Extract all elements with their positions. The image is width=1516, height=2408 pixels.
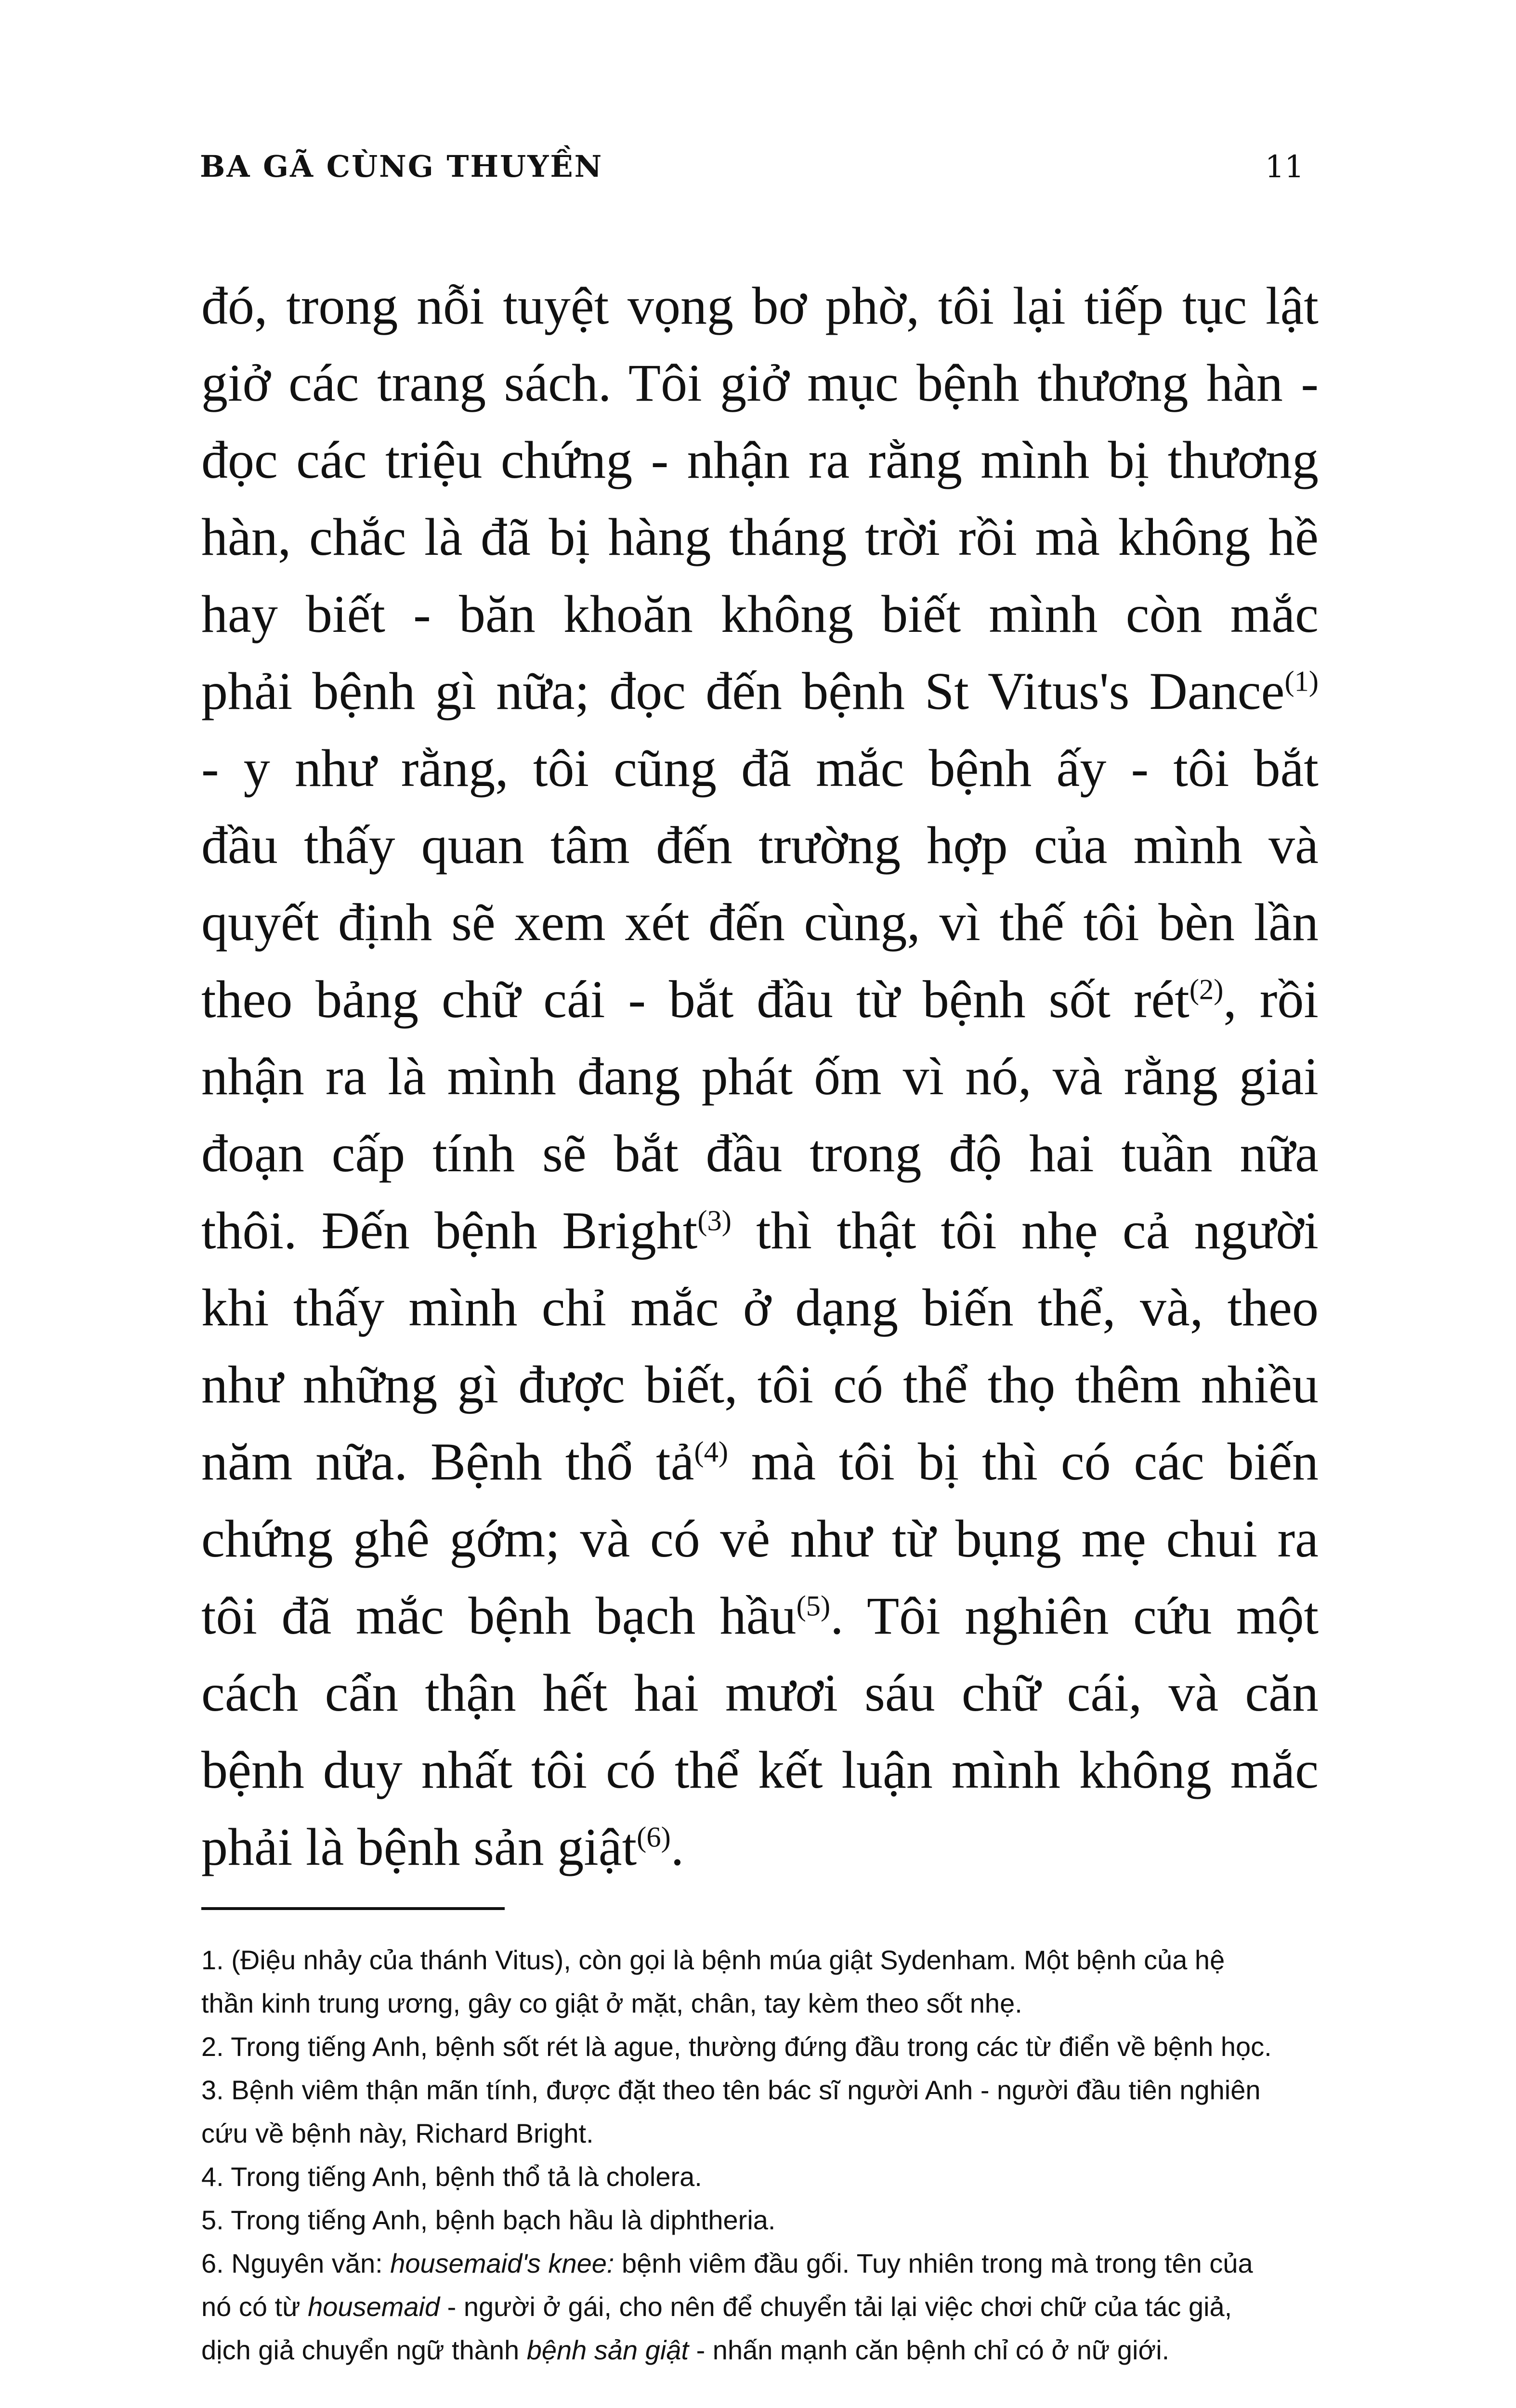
footnote-line <box>201 1982 1328 2025</box>
body-line <box>201 1269 1319 1346</box>
body-line <box>201 961 1319 1038</box>
footnote-italic-term: housemaid's knee: <box>390 2248 614 2278</box>
body-line <box>201 1577 1319 1654</box>
body-line-text: bệnh duy nhất tôi có thể kết luận mình không mắc <box>201 1741 1319 1799</box>
footnote-text-after: - người ở gái, cho nên để chuyển tải lại việc chơi chữ của tác giả, <box>440 2291 1232 2322</box>
footnote-marker: (1) <box>1284 665 1319 698</box>
footnote-divider <box>201 1907 505 1910</box>
body-line-text: cách cẩn thận hết hai mươi sáu chữ cái, và căn <box>201 1663 1319 1722</box>
footnote-text: 6. Nguyên văn: <box>201 2248 391 2278</box>
body-line-text: đoạn cấp tính sẽ bắt đầu trong độ hai tuần nữa <box>201 1124 1319 1183</box>
footnote-text-after: bệnh viêm đầu gối. Tuy nhiên trong mà trong tên của <box>614 2248 1253 2278</box>
footnote-text: dịch giả chuyển ngữ thành <box>201 2335 527 2365</box>
body-line <box>201 1038 1319 1115</box>
body-line <box>201 730 1319 807</box>
body-line <box>201 344 1319 421</box>
footnote-italic-term: housemaid <box>308 2291 440 2322</box>
body-line-text: năm nữa. Bệnh thổ tả <box>201 1432 694 1491</box>
body-line-text: quyết định sẽ xem xét đến cùng, vì thế tôi bèn lần <box>201 893 1319 952</box>
body-line-text: đầu thấy quan tâm đến trường hợp của mình và <box>201 816 1319 875</box>
footnote-text: 4. Trong tiếng Anh, bệnh thổ tả là cholera. <box>201 2161 702 2192</box>
body-line-text-after: . Tôi nghiên cứu một <box>830 1586 1319 1645</box>
body-line <box>201 653 1319 730</box>
body-line-text-after: . <box>670 1818 684 1876</box>
body-text <box>201 267 1319 1885</box>
body-line-text: hay biết - băn khoăn không biết mình còn mắc <box>201 585 1319 643</box>
footnote-italic-term: bệnh sản giật <box>526 2335 689 2365</box>
footnote-line <box>201 2025 1328 2068</box>
footnote-marker: (4) <box>694 1436 728 1468</box>
body-line <box>201 1731 1319 1808</box>
body-line-text-after: mà tôi bị thì có các biến <box>728 1432 1319 1491</box>
footnote-line <box>201 2068 1328 2112</box>
body-line-text: hàn, chắc là đã bị hàng tháng trời rồi mà không hề <box>201 508 1319 566</box>
footnote-line <box>201 2199 1328 2242</box>
body-line <box>201 267 1319 344</box>
body-line-text: như những gì được biết, tôi có thể thọ thêm nhiều <box>201 1355 1319 1414</box>
body-line <box>201 884 1319 961</box>
body-line <box>201 1115 1319 1192</box>
footnote-text: 2. Trong tiếng Anh, bệnh sốt rét là ague, thường đứng đầu trong các từ điển về bệnh học. <box>201 2031 1272 2062</box>
footnote-marker: (5) <box>796 1590 831 1623</box>
footnote-marker: (2) <box>1189 973 1224 1006</box>
page-number: 11 <box>1265 149 1304 185</box>
body-line <box>201 498 1319 576</box>
body-line-text: giở các trang sách. Tôi giở mục bệnh thương hàn - <box>201 353 1319 412</box>
footnote-text: 5. Trong tiếng Anh, bệnh bạch hầu là diphtheria. <box>201 2205 776 2235</box>
footnote-line <box>201 1938 1328 1982</box>
running-title: BA GÃ CÙNG THUYỀN <box>200 149 603 184</box>
footnote-text: 1. (Điệu nhảy của thánh Vitus), còn gọi là bệnh múa giật Sydenham. Một bệnh của hệ <box>201 1945 1225 1975</box>
footnote-line <box>201 2329 1328 2372</box>
body-line <box>201 576 1319 653</box>
body-line <box>201 1423 1319 1500</box>
body-line-text: đó, trong nỗi tuyệt vọng bơ phờ, tôi lại tiếp tục lật <box>201 276 1319 335</box>
body-line-text: thôi. Đến bệnh Bright <box>201 1201 698 1260</box>
body-line <box>201 421 1319 498</box>
footnote-line <box>201 2242 1328 2285</box>
footnotes <box>201 1938 1328 2372</box>
body-line-text: phải bệnh gì nữa; đọc đến bệnh St Vitus's Dance <box>201 662 1285 720</box>
body-line <box>201 1346 1319 1423</box>
body-line-text: theo bảng chữ cái - bắt đầu từ bệnh sốt rét <box>201 970 1189 1029</box>
body-line-text-after: , rồi <box>1223 970 1319 1029</box>
body-line <box>201 1192 1319 1269</box>
footnote-text: nó có từ <box>201 2291 308 2322</box>
footnote-marker: (3) <box>697 1204 732 1237</box>
body-line-text: - y như rằng, tôi cũng đã mắc bệnh ấy - tôi bắt <box>201 739 1319 798</box>
body-line <box>201 1808 1319 1885</box>
footnote-text: cứu về bệnh này, Richard Bright. <box>201 2118 594 2148</box>
footnote-text: 3. Bệnh viêm thận mãn tính, được đặt theo tên bác sĩ người Anh - người đầu tiên nghiên <box>201 2075 1261 2105</box>
footnote-text-after: - nhấn mạnh căn bệnh chỉ có ở nữ giới. <box>689 2335 1170 2365</box>
footnote-line <box>201 2155 1328 2199</box>
footnote-line <box>201 2112 1328 2155</box>
body-line-text: khi thấy mình chỉ mắc ở dạng biến thể, và, theo <box>201 1278 1319 1337</box>
body-line-text: đọc các triệu chứng - nhận ra rằng mình bị thương <box>201 431 1319 489</box>
body-line-text-after: thì thật tôi nhẹ cả người <box>731 1201 1319 1260</box>
body-line <box>201 1500 1319 1577</box>
body-line-text: chứng ghê gớm; và có vẻ như từ bụng mẹ chui ra <box>201 1509 1319 1568</box>
body-line-text: nhận ra là mình đang phát ốm vì nó, và rằng giai <box>201 1047 1319 1106</box>
footnote-line <box>201 2285 1328 2329</box>
body-line-text: tôi đã mắc bệnh bạch hầu <box>201 1586 797 1645</box>
body-line <box>201 1654 1319 1731</box>
footnote-marker: (6) <box>637 1821 671 1854</box>
body-line-text: phải là bệnh sản giật <box>201 1818 637 1876</box>
footnote-text: thần kinh trung ương, gây co giật ở mặt, chân, tay kèm theo sốt nhẹ. <box>201 1988 1022 2018</box>
body-line <box>201 807 1319 884</box>
